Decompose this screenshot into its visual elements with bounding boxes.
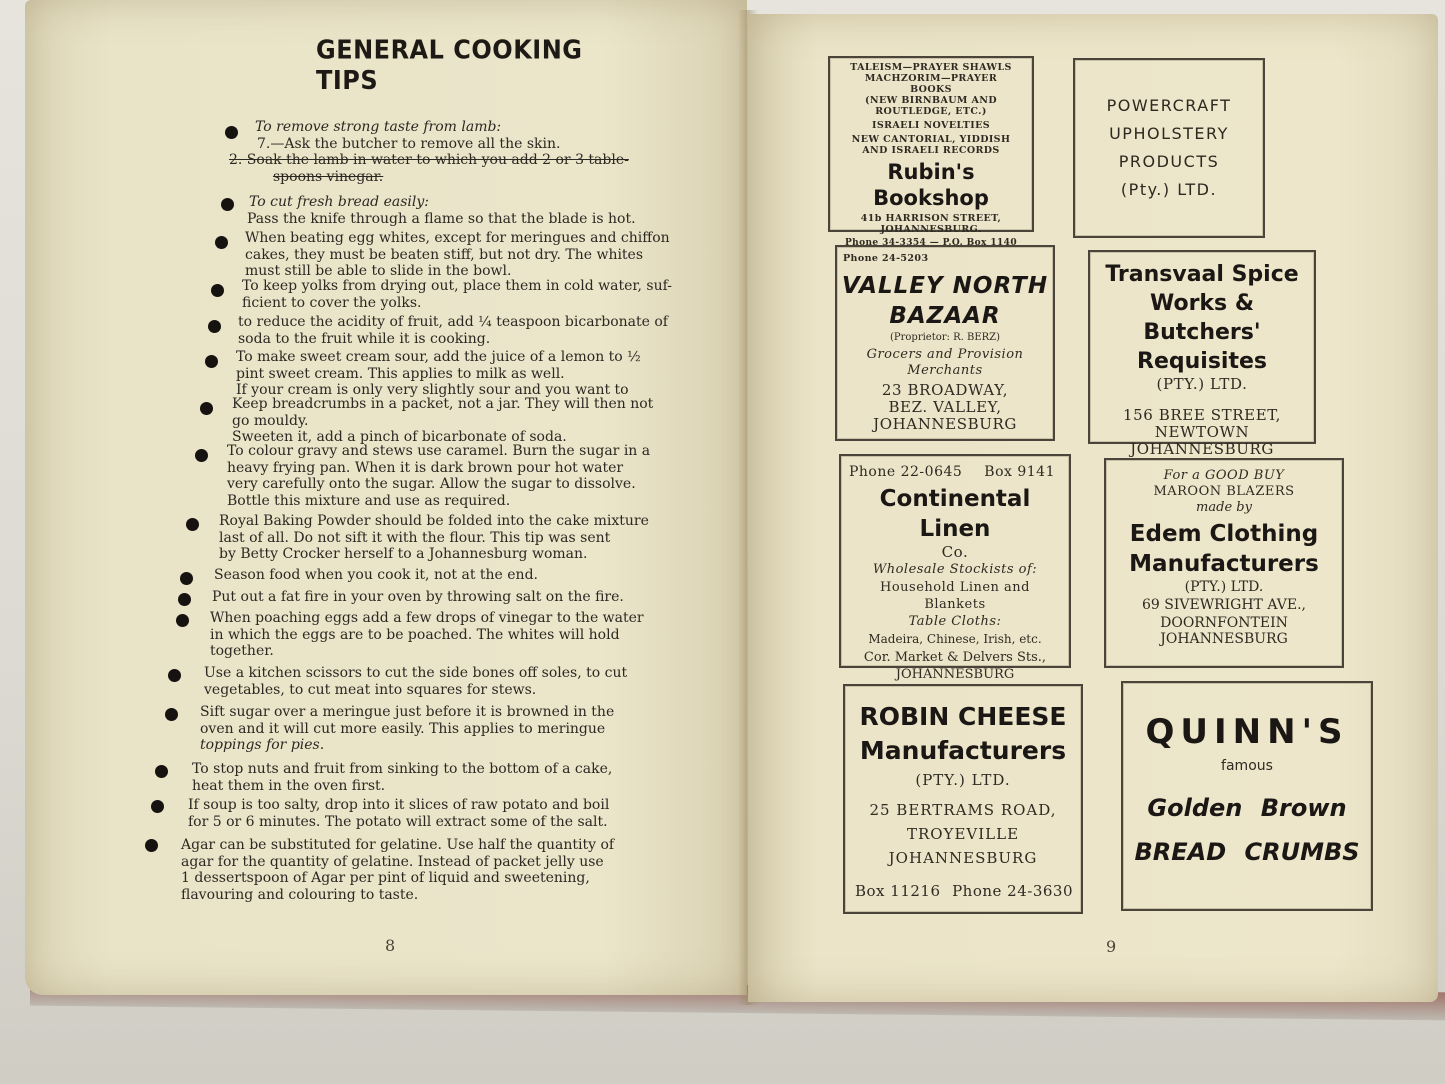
ad-line: NEW CANTORIAL, YIDDISH	[851, 134, 1011, 145]
bullet-icon	[200, 402, 213, 415]
bullet-icon	[168, 669, 181, 682]
bullet-icon	[215, 236, 228, 249]
ad-edem-clothing	[1104, 458, 1344, 668]
tip-item	[245, 230, 678, 280]
tip-line: To keep yolks from drying out, place them in cold water, suf-	[242, 278, 673, 294]
ad-phone: Phone 24-3630	[952, 882, 1073, 900]
tip-line: go mouldy.	[232, 412, 309, 429]
ad-address: JOHANNESBURG	[888, 849, 1038, 867]
ad-rubins-bookshop	[828, 56, 1034, 248]
ad-address: TROYEVILLE	[906, 825, 1020, 843]
tip-item	[229, 119, 685, 185]
ad-line: ISRAELI NOVELTIES	[872, 120, 990, 131]
tip-line: To make sweet cream sour, add the juice of a lemon to ½	[236, 349, 641, 365]
tip-line: toppings for pies.	[200, 737, 325, 753]
bullet-icon	[151, 800, 164, 813]
ad-line: BOOKS	[910, 84, 952, 95]
ad-line: TALEISM—PRAYER SHAWLS	[850, 62, 1012, 73]
ad-box: Box 9141	[984, 464, 1055, 480]
tip-item	[188, 797, 672, 830]
advertiser-name: BAZAAR	[889, 303, 1001, 329]
bullet-icon	[165, 708, 178, 721]
tip-line: Pass the knife through a flame so that the blade is hot.	[247, 210, 636, 227]
bullet-icon	[180, 572, 193, 585]
tip-line: must still be able to slide in the bowl.	[245, 263, 512, 279]
goods: Blankets	[924, 597, 986, 612]
advertiser-name: Continental Linen	[879, 486, 1031, 542]
tip-item	[192, 761, 672, 794]
tip-line: Keep breadcrumbs in a packet, not a jar. They will then not	[232, 396, 654, 412]
ad-address: 69 SIVEWRIGHT AVE.,	[1141, 597, 1306, 613]
tip-line: soda to the fruit while it is cooking.	[238, 330, 491, 347]
goods: Madeira, Chinese, Irish, etc.	[868, 632, 1042, 646]
ad-address: 23 BROADWAY,	[881, 381, 1009, 399]
ad-address: DOORNFONTEIN	[1160, 615, 1288, 631]
tip-line: 2. Soak the lamb in water to which you add 2 or 3 table-	[229, 152, 629, 168]
tip-line: oven and it will cut more easily. This applies to meringue	[200, 720, 606, 737]
ad-tagline: famous	[1221, 758, 1273, 774]
ad-phone: Phone 24-5203	[843, 253, 929, 264]
tip-line: When poaching eggs add a few drops of vinegar to the water	[210, 610, 644, 626]
ad-address: JOHANNESBURG.	[880, 224, 982, 235]
tip-item	[219, 513, 676, 563]
bullet-icon	[195, 449, 208, 462]
tip-line: pint sweet cream. This applies to milk as well.	[236, 365, 565, 382]
bullet-icon	[176, 614, 189, 627]
tip-line: in which the eggs are to be poached. The whites will hold	[210, 626, 620, 643]
ad-line: (NEW BIRNBAUM AND	[864, 95, 998, 106]
advertiser-name: Edem Clothing	[1129, 521, 1319, 547]
tip-item	[214, 567, 674, 584]
page-number-right: 9	[1106, 937, 1117, 956]
tip-line: 1 dessertspoon of Agar per pint of liquid and sweetening,	[181, 870, 590, 886]
tip-line: ficient to cover the yolks.	[242, 294, 422, 311]
advertiser-name: QUINN'S	[1145, 712, 1349, 752]
ad-tagline: made by	[1196, 500, 1252, 515]
tip-line: to reduce the acidity of fruit, add ¼ teaspoon bicarbonate of	[238, 314, 668, 330]
ad-address: JOHANNESBURG	[1160, 631, 1288, 647]
tip-item	[200, 704, 674, 754]
ad-address: 156 BREE STREET,	[1122, 406, 1282, 424]
advertiser-name: PRODUCTS	[1118, 152, 1220, 171]
ad-phone: Phone 34-3354 — P.O. Box 1140	[844, 238, 1018, 248]
tip-item	[212, 589, 674, 606]
tip-line: for 5 or 6 minutes. The potato will extract some of the salt.	[188, 813, 608, 830]
tip-line: heat them in the oven first.	[192, 777, 386, 794]
bullet-icon	[225, 126, 238, 139]
tip-item	[249, 194, 679, 227]
bullet-icon	[205, 355, 218, 368]
company-suffix: (PTY.) LTD.	[1184, 579, 1264, 595]
ad-quinns	[1121, 681, 1373, 911]
bullet-icon	[221, 198, 234, 211]
tip-line: Use a kitchen scissors to cut the side bones off soles, to cut	[204, 665, 628, 681]
ad-powercraft	[1073, 58, 1265, 238]
tip-line: To colour gravy and stews use caramel. Burn the sugar in a	[227, 443, 651, 459]
tip-line: Bottle this mixture and use as required.	[227, 492, 511, 509]
tip-line: 7.—Ask the butcher to remove all the skin.	[257, 135, 561, 152]
advertiser-name: Requisites	[1137, 349, 1267, 374]
tip-item	[238, 314, 678, 347]
tip-line: cakes, they must be beaten stiff, but not dry. The whites	[245, 246, 644, 263]
ad-line: ROUTLEDGE, ETC.)	[875, 106, 987, 117]
bullet-icon	[145, 839, 158, 852]
product-name: BREAD CRUMBS	[1134, 838, 1360, 866]
ad-line: MACHZORIM—PRAYER	[864, 73, 998, 84]
tip-item	[236, 349, 677, 399]
company-suffix: (Pty.) LTD.	[1120, 180, 1218, 199]
ad-address: BEZ. VALLEY,	[888, 398, 1002, 416]
tip-line: Royal Baking Powder should be folded into the cake mixture	[219, 513, 649, 529]
ad-box: Box 11216	[855, 882, 941, 900]
ad-address: JOHANNESBURG	[895, 667, 1015, 682]
ad-address: 41b HARRISON STREET,	[860, 213, 1002, 224]
advertiser-name: ROBIN CHEESE	[859, 702, 1067, 731]
advertiser-name: VALLEY NORTH	[841, 273, 1049, 299]
trade: Merchants	[907, 363, 983, 378]
tip-line: together.	[210, 643, 274, 659]
bullet-icon	[155, 765, 168, 778]
tip-line: heavy frying pan. When it is dark brown pour hot water	[227, 459, 624, 476]
page-number-left: 8	[385, 936, 396, 955]
tip-line: Agar can be substituted for gelatine. Use half the quantity of	[181, 837, 615, 853]
tip-line: by Betty Crocker herself to a Johannesburg woman.	[219, 546, 588, 562]
bullet-icon	[208, 320, 221, 333]
ad-address: NEWTOWN	[1154, 423, 1250, 441]
tip-line: flavouring and colouring to taste.	[181, 886, 419, 903]
ad-address: 25 BERTRAMS ROAD,	[869, 801, 1057, 819]
tip-line: When beating egg whites, except for meringues and chiffon	[245, 230, 670, 246]
tip-line: vegetables, to cut meat into squares for stews.	[204, 681, 537, 698]
ad-item: MAROON BLAZERS	[1153, 484, 1295, 499]
bullet-icon	[211, 284, 224, 297]
tip-line: agar for the quantity of gelatine. Instead of packet jelly use	[181, 853, 604, 870]
ad-valley-north-bazaar	[835, 245, 1055, 441]
goods: Household Linen and	[879, 580, 1031, 595]
ad-robin-cheese	[843, 684, 1083, 914]
tip-item	[232, 396, 677, 446]
advertiser-name: Transvaal Spice	[1105, 262, 1299, 287]
advertiser-name: UPHOLSTERY	[1109, 124, 1229, 143]
tip-line: Sweeten it, add a pinch of bicarbonate of soda.	[232, 429, 567, 445]
trade: Grocers and Provision	[866, 347, 1024, 362]
tip-line: very carefully onto the sugar. Allow the sugar to dissolve.	[227, 476, 636, 492]
tips-list	[0, 0, 747, 990]
tip-item	[204, 665, 674, 698]
ad-tagline: For a GOOD BUY	[1163, 468, 1285, 483]
company-suffix: (PTY.) LTD.	[915, 771, 1011, 789]
tip-line: To stop nuts and fruit from sinking to the bottom of a cake,	[192, 761, 613, 777]
company-suffix: (PTY.) LTD.	[1156, 375, 1248, 393]
tip-line: Season food when you cook it, not at the end.	[214, 567, 538, 583]
ad-continental-linen	[839, 454, 1071, 682]
tip-line: Put out a fat fire in your oven by throwing salt on the fire.	[212, 589, 624, 605]
tip-item	[227, 443, 676, 509]
goods: Table Cloths:	[908, 614, 1002, 629]
tip-line: To remove strong taste from lamb:	[255, 119, 502, 135]
tip-line: If your cream is only very slightly sour and you want to	[236, 382, 629, 398]
bullet-icon	[178, 593, 191, 606]
ad-phone: Phone 22-0645	[849, 464, 963, 480]
tip-line: If soup is too salty, drop into it slices of raw potato and boil	[188, 797, 610, 813]
page-title: GENERAL COOKING TIPS	[316, 34, 583, 96]
company-suffix: Co.	[941, 543, 969, 561]
ad-line: AND ISRAELI RECORDS	[862, 145, 1000, 156]
advertiser-name: Rubin's Bookshop	[873, 160, 989, 210]
tip-line: last of all. Do not sift it with the flour. This tip was sent	[219, 529, 611, 546]
ad-address: JOHANNESBURG	[873, 415, 1017, 433]
advertiser-name: Manufacturers	[1129, 551, 1319, 577]
tip-line: To cut fresh bread easily:	[249, 194, 429, 210]
tip-line: Sift sugar over a meringue just before it is browned in the	[200, 704, 615, 720]
advertiser-name: Works & Butchers'	[1143, 291, 1261, 345]
ad-address: JOHANNESBURG	[1130, 440, 1274, 458]
tip-item	[210, 610, 674, 660]
proprietor: (Proprietor: R. BERZ)	[889, 332, 1000, 343]
trade: Wholesale Stockists of:	[872, 562, 1038, 577]
advertiser-name: POWERCRAFT	[1106, 96, 1232, 115]
ad-address: Cor. Market & Delvers Sts.,	[863, 650, 1047, 665]
tip-item	[181, 837, 671, 903]
bullet-icon	[186, 518, 199, 531]
tip-item	[242, 278, 678, 311]
advertiser-name: Manufacturers	[859, 736, 1067, 765]
product-name: Golden Brown	[1147, 794, 1347, 822]
ad-transvaal-spice	[1088, 250, 1316, 458]
tip-line: spoons vinegar.	[273, 168, 384, 185]
